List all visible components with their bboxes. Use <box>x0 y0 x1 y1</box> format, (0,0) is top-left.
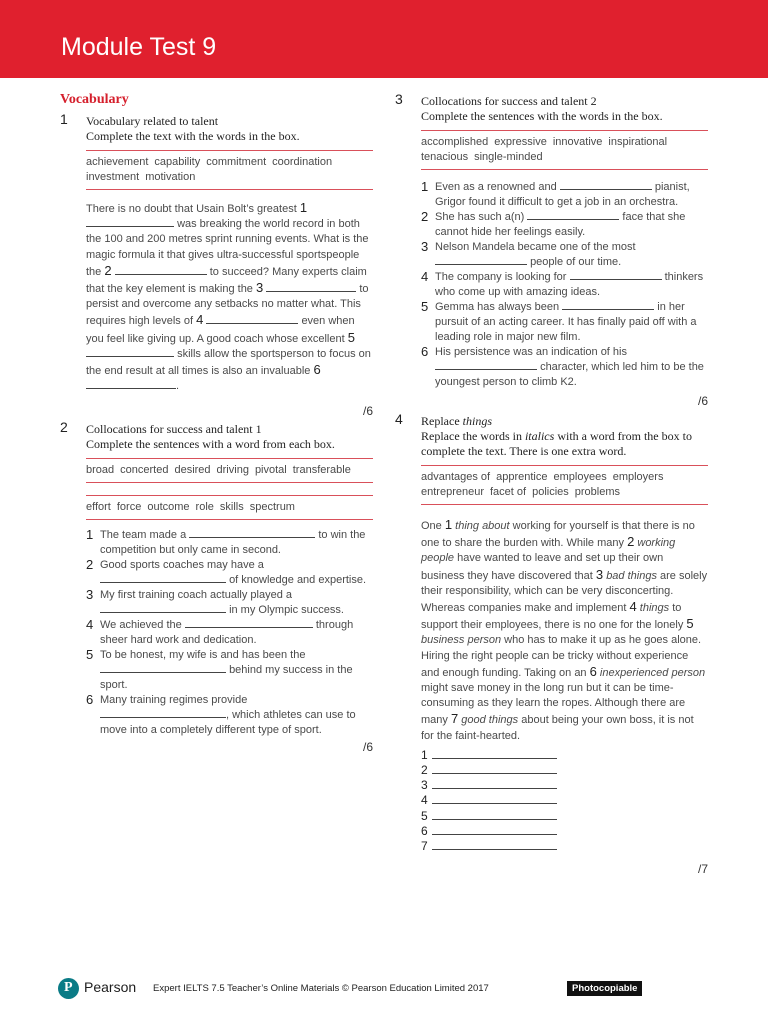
score-label: /6 <box>362 740 373 755</box>
text-fragment: My first training coach actually played a <box>100 589 292 602</box>
word-box-item: expressive <box>494 136 547 148</box>
exercise-title: Vocabulary related to talent <box>86 114 219 128</box>
text-fragment: in her pursuit of an acting career. It has finally paid off with a leading role in major new film. <box>435 301 697 343</box>
text-fragment: thinkers who come up with amazing ideas. <box>435 271 704 298</box>
word-box-item: capability <box>154 156 201 168</box>
answer-number: 5 <box>421 808 428 823</box>
word-box-item: achievement <box>86 156 149 168</box>
italic-phrase: good things <box>461 714 519 727</box>
answer-row <box>421 778 708 793</box>
item-number: 2 <box>421 209 429 224</box>
text-fragment: skills allow the sportsperson to focus on the end result at all times is also an invaluable <box>86 347 371 378</box>
word-box-item: inspirational <box>608 136 668 148</box>
exercise-instruction: Complete the sentences with a word from each box. <box>86 437 335 452</box>
text-fragment: have wanted to leave and set up their own business they have discovered that <box>421 552 664 582</box>
item-number: 3 <box>421 239 429 254</box>
answer-number: 4 <box>421 793 428 808</box>
exercise-number: 4 <box>395 411 403 427</box>
word-box <box>86 495 373 520</box>
text-fragment: was breaking the world record in both the 100 and 200 metres sprint running events. What is the magic formula it that gives ultra-successful sportspeople the <box>86 218 369 278</box>
answer-number: 7 <box>421 839 428 854</box>
item-number: 5 <box>86 647 94 663</box>
instruction-text: Replace the words in <box>421 429 522 443</box>
answer-blank[interactable] <box>206 314 298 324</box>
exercise-2 <box>60 419 373 755</box>
word-box-item: broad <box>86 464 115 477</box>
answer-blank[interactable] <box>432 824 557 835</box>
word-box-item: coordination <box>272 156 333 168</box>
text-fragment: face that she cannot hide her feelings easily. <box>435 211 686 238</box>
text-fragment: to support their employees, there is no one for the lonely <box>421 602 684 632</box>
sentence-item <box>421 180 708 210</box>
gap-number: 4 <box>196 312 204 328</box>
exercise-3 <box>395 91 708 408</box>
photocopiable-badge: Photocopiable <box>567 981 642 996</box>
text-fragment: people of our time. <box>530 256 622 268</box>
answer-blank[interactable] <box>266 282 356 292</box>
exercise-title <box>421 414 708 429</box>
sentence-list <box>421 180 708 390</box>
text-fragment: to persist and overcome any setbacks no matter what. This requires high levels of <box>86 283 369 328</box>
answer-blank[interactable] <box>100 603 226 613</box>
text-fragment: The team made a <box>100 529 187 542</box>
answer-blank[interactable] <box>432 778 557 789</box>
right-column <box>395 91 708 877</box>
exercise-number: 1 <box>60 111 68 127</box>
italic-phrase: working people <box>421 537 676 565</box>
title-text: Replace <box>421 414 460 428</box>
word-box-item: driving <box>216 464 249 477</box>
text-fragment: of knowledge and expertise. <box>229 574 367 587</box>
answer-blank[interactable] <box>562 300 654 310</box>
word-box-item: force <box>116 501 142 514</box>
answer-blank[interactable] <box>185 618 313 628</box>
word-box-item: outcome <box>147 501 190 514</box>
gap-number: 3 <box>256 280 264 296</box>
sentence-item <box>421 345 708 390</box>
answer-blank[interactable] <box>435 255 527 265</box>
word-box-item: advantages of <box>421 471 491 483</box>
answer-blank[interactable] <box>432 748 557 759</box>
italic-phrase: thing about <box>455 520 510 532</box>
word-box-item: desired <box>174 464 211 477</box>
word-box-item: employees <box>553 471 607 483</box>
text-fragment: through sheer hard work and dedication. <box>100 619 354 647</box>
item-number: 5 <box>421 299 429 314</box>
italic-phrase: bad things <box>606 569 657 582</box>
answer-blank[interactable] <box>115 265 207 275</box>
word-box-item: problems <box>574 486 621 498</box>
word-box-item: effort <box>86 501 111 514</box>
text-fragment: who has to make it up as he goes alone. Hiring the right people can be tricky without experience and enough funding. Taking on an <box>421 634 702 679</box>
sentence-item <box>86 693 373 738</box>
answer-blank[interactable] <box>86 217 174 227</box>
text-fragment: Nelson Mandela became one of the most <box>435 241 636 253</box>
text-fragment: Good sports coaches may have a <box>100 559 264 572</box>
text-fragment: behind my success in the sport. <box>100 664 353 692</box>
score-label: /7 <box>697 862 708 877</box>
left-column <box>60 92 373 754</box>
exercise-instruction <box>421 429 708 459</box>
gap-number: 4 <box>629 599 637 615</box>
score-label: /6 <box>697 394 708 408</box>
exercise-1 <box>60 111 373 419</box>
text-fragment: working for yourself is that there is no one to share the burden with. While many <box>421 520 695 550</box>
gap-number: 5 <box>347 329 355 345</box>
logo-letter: P <box>64 980 73 995</box>
gap-number: 1 <box>299 200 308 215</box>
answer-blank[interactable] <box>432 763 557 774</box>
text-fragment: His persistence was an indication of his <box>435 346 627 358</box>
answer-blank[interactable] <box>560 180 652 190</box>
sentence-item <box>421 300 708 345</box>
word-box-item: pivotal <box>254 464 287 477</box>
text-fragment: She has such a(n) <box>435 211 525 223</box>
answer-blank[interactable] <box>432 839 557 850</box>
word-box-item: policies <box>532 486 569 498</box>
sentence-item <box>86 588 373 618</box>
gap-number: 5 <box>686 616 694 632</box>
item-number: 2 <box>86 557 94 573</box>
text-fragment: might save money in the long run but it can be time-consuming as they learn the ropes. Although there are many <box>421 682 686 727</box>
word-box-item: facet of <box>490 486 527 498</box>
answer-number: 6 <box>421 823 428 838</box>
text-fragment: One <box>421 520 442 532</box>
text-fragment: character, which led him to be the youngest person to climb K2. <box>435 361 704 388</box>
pearson-wordmark: Pearson <box>84 979 137 995</box>
gap-fill-text <box>86 200 373 394</box>
word-box-item: motivation <box>145 171 196 183</box>
sentence-item <box>86 618 373 648</box>
word-box-item: entrepreneur <box>421 486 484 498</box>
exercise-instruction: Complete the sentences with the words in the box. <box>421 109 663 123</box>
instruction-text: with a word from the box to complete the text. There is one extra word. <box>421 429 692 458</box>
gap-number: 6 <box>313 362 321 378</box>
answer-blank[interactable] <box>100 663 226 673</box>
exercise-number: 2 <box>60 419 68 436</box>
text-fragment: , which athletes can use to move into a completely different type of sport. <box>100 709 356 737</box>
exercise-number: 3 <box>395 91 403 107</box>
exercise-title: Collocations for success and talent 2 <box>421 94 597 108</box>
word-box <box>421 130 708 170</box>
gap-number: 2 <box>627 534 635 550</box>
word-box-item: role <box>195 501 214 514</box>
answer-row <box>421 763 708 778</box>
answer-blank[interactable] <box>100 573 226 583</box>
pearson-logo-icon <box>58 978 79 999</box>
sentence-item <box>421 210 708 240</box>
word-box-item: investment <box>86 171 140 183</box>
answer-number: 2 <box>421 763 428 778</box>
gap-number: 3 <box>595 566 604 582</box>
word-box <box>86 458 373 483</box>
answer-blank[interactable] <box>86 379 176 389</box>
gap-number: 6 <box>589 663 597 679</box>
score-label: /6 <box>362 404 373 419</box>
text-fragment: even when you feel like giving up. A good coach whose excellent <box>86 315 355 345</box>
text-fragment: We achieved the <box>100 619 182 632</box>
word-box <box>421 465 708 505</box>
title-italic: things <box>462 414 492 428</box>
text-fragment: Even as a renowned and <box>435 181 557 193</box>
item-number: 1 <box>86 527 94 543</box>
text-fragment: are solely their responsibility, which can be very disconcerting. Whereas companies make and implement <box>421 569 708 615</box>
text-fragment: Gemma has always been <box>435 301 560 313</box>
word-box-item: skills <box>219 501 244 514</box>
answer-blank[interactable] <box>100 708 226 718</box>
answer-blank[interactable] <box>189 528 315 538</box>
text-fragment: There is no doubt that Usain Bolt’s greatest <box>86 203 297 215</box>
word-box-item: innovative <box>552 136 603 148</box>
item-number: 4 <box>421 269 429 284</box>
answer-blank[interactable] <box>570 270 662 280</box>
word-box-item: commitment <box>206 156 267 168</box>
sentence-list <box>86 528 373 738</box>
word-box-item: concerted <box>120 464 169 477</box>
instruction-italic: italics <box>524 429 555 443</box>
gap-number: 7 <box>450 711 459 727</box>
page-title: Module Test 9 <box>61 33 217 61</box>
word-box-item: apprentice <box>496 471 548 483</box>
text-fragment: . <box>176 380 180 393</box>
answer-row <box>421 809 708 824</box>
italic-phrase: business person <box>421 634 502 647</box>
text-fragment: The company is looking for <box>435 271 567 283</box>
answer-blank[interactable] <box>435 360 537 370</box>
text-fragment: to succeed? Many experts claim that the key element is making the <box>86 265 367 296</box>
word-box-item: accomplished <box>421 136 489 148</box>
text-fragment: pianist, Grigor found it difficult to get a job in an orchestra. <box>435 181 690 208</box>
section-title-vocabulary: Vocabulary <box>60 92 129 107</box>
word-box-item: employers <box>612 471 664 483</box>
sentence-item <box>421 240 708 270</box>
italic-phrase: things <box>639 602 670 615</box>
sentence-item <box>86 648 373 693</box>
footer-credit: Expert IELTS 7.5 Teacher’s Online Materials © Pearson Education Limited 2017 <box>153 983 489 994</box>
exercise-4 <box>395 411 708 877</box>
sentence-item <box>86 528 373 558</box>
exercise-instruction: Complete the text with the words in the box. <box>86 129 300 143</box>
text-fragment: Many training regimes provide <box>100 694 248 707</box>
exercise-title: Collocations for success and talent 1 <box>86 422 262 437</box>
item-number: 3 <box>86 587 94 603</box>
word-box <box>86 150 373 190</box>
answer-number: 1 <box>421 747 428 762</box>
gap-number: 2 <box>104 262 112 278</box>
word-box-item: spectrum <box>249 501 295 514</box>
gap-number: 1 <box>444 517 453 532</box>
italic-phrase: inexperienced person <box>599 666 706 679</box>
footer <box>0 972 768 1012</box>
word-box-item: tenacious <box>421 151 469 163</box>
text-fragment: To be honest, my wife is and has been the <box>100 649 306 662</box>
answer-lines <box>421 748 708 854</box>
item-number: 1 <box>421 179 429 194</box>
answer-row <box>421 748 708 763</box>
answer-row <box>421 824 708 839</box>
answer-blank[interactable] <box>86 347 174 357</box>
answer-row <box>421 793 708 808</box>
item-number: 6 <box>421 344 429 359</box>
sentence-item <box>421 270 708 300</box>
answer-row <box>421 839 708 854</box>
item-number: 4 <box>86 617 94 633</box>
header-banner <box>0 0 768 78</box>
word-box-item: transferable <box>292 464 351 477</box>
answer-number: 3 <box>421 778 428 793</box>
replace-text <box>421 517 708 744</box>
sentence-item <box>86 558 373 588</box>
answer-blank[interactable] <box>432 809 557 820</box>
item-number: 6 <box>86 692 94 708</box>
answer-blank[interactable] <box>432 793 557 804</box>
answer-blank[interactable] <box>527 210 619 220</box>
text-fragment: in my Olympic success. <box>229 604 344 617</box>
text-fragment: about being your own boss, it is not for the faint-hearted. <box>421 714 694 742</box>
text-fragment: to win the competition but only came in second. <box>100 529 366 557</box>
word-box-item: single-minded <box>474 151 543 163</box>
